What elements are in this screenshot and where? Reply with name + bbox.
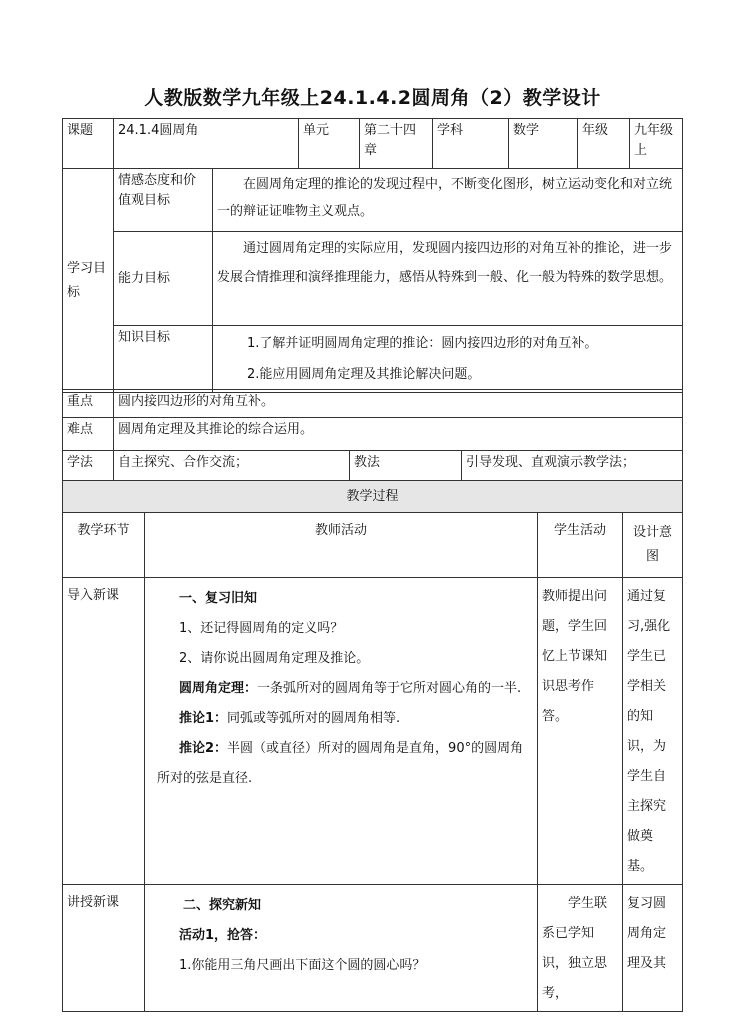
- corollary-2-label: 推论2：: [179, 741, 228, 756]
- review-q2: 2、请你说出圆周角定理及推论。: [179, 651, 370, 666]
- key-point-label: 重点: [63, 390, 114, 418]
- header-stage: 教学环节: [63, 513, 145, 578]
- theorem-text: 一条弧所对的圆周角等于它所对圆心角的一半.: [257, 681, 522, 696]
- goal-text-emotion: 在圆周角定理的推论的发现过程中，不断变化图形，树立运动变化和对立统一的辩证证唯物主义观点。: [213, 169, 683, 232]
- goal-text-ability: 通过圆周角定理的实际应用，发现圆内接四边形的对角互补的推论，进一步发展合情推理和演绎推理能力，感悟从特殊到一般、化一般为特殊的数学思想。: [213, 232, 683, 326]
- goal-label-emotion: 情感态度和价值观目标: [114, 169, 213, 232]
- header-teacher: 教师活动: [145, 513, 538, 578]
- teacher-intro: [145, 578, 538, 885]
- theorem-label: 圆周角定理：: [179, 681, 258, 696]
- page-title: 人教版数学九年级上24.1.4.2圆周角（2）教学设计: [144, 87, 601, 109]
- teach-method-label: 教法: [350, 451, 462, 481]
- header-intent: 设计意图: [623, 513, 683, 578]
- corollary-1-line: [157, 704, 525, 734]
- activity-q1: 1.你能用三角尺画出下面这个圆的圆心吗？: [179, 958, 426, 973]
- goal-text-knowledge: [213, 326, 683, 393]
- intent-intro: 通过复习,强化学生已学相关的知识，为学生自主探究做奠基。: [623, 578, 683, 885]
- lesson-value: 24.1.4圆周角: [114, 119, 299, 169]
- corollary-2-line: [157, 734, 525, 794]
- stage-new: 讲授新课: [63, 885, 145, 1012]
- review-q1: 1、还记得圆周角的定义吗？: [179, 621, 344, 636]
- goal-label-ability: 能力目标: [114, 232, 213, 326]
- review-heading: 一、复习旧知: [179, 591, 258, 606]
- unit-label: 单元: [299, 119, 360, 169]
- teacher-new: [145, 885, 538, 1012]
- difficulty-value: 圆周角定理及其推论的综合运用。: [114, 418, 683, 451]
- study-method-label: 学法: [63, 451, 114, 481]
- grade-label: 年级: [578, 119, 630, 169]
- explore-heading: 二、探究新知: [183, 898, 262, 913]
- subject-value: 数学: [509, 119, 578, 169]
- unit-value: 第二十四章: [360, 119, 433, 169]
- stage-intro: 导入新课: [63, 578, 145, 885]
- info-table: [62, 118, 683, 169]
- focus-table: [62, 389, 683, 481]
- process-table: [62, 480, 683, 1012]
- knowledge-line-2: 2.能应用圆周角定理及其推论解决问题。: [247, 367, 481, 382]
- student-new: 学生联系已学知识，独立思考，: [538, 885, 623, 1012]
- theorem-line: [157, 674, 525, 704]
- knowledge-line-1: 1.了解并证明圆周角定理的推论：圆内接四边形的对角互补。: [247, 336, 598, 351]
- corollary-1-text: 同弧或等弧所对的圆周角相等.: [227, 711, 401, 726]
- lesson-label: 课题: [63, 119, 114, 169]
- process-title: 教学过程: [63, 481, 683, 513]
- goals-label: 学习目标: [63, 169, 114, 393]
- activity-1: 活动1，抢答：: [179, 928, 267, 943]
- header-student: 学生活动: [538, 513, 623, 578]
- corollary-2-text: 半圆（或直径）所对的圆周角是直角，90°的圆周角所对的弦是直径.: [157, 741, 524, 786]
- goals-table: [62, 168, 683, 393]
- intent-new: 复习圆周角定理及其: [623, 885, 683, 1012]
- goal-label-knowledge: 知识目标: [114, 326, 213, 393]
- teach-method-value: 引导发现、直观演示教学法；: [462, 451, 683, 481]
- subject-label: 学科: [433, 119, 509, 169]
- difficulty-label: 难点: [63, 418, 114, 451]
- study-method-value: 自主探究、合作交流；: [114, 451, 350, 481]
- corollary-1-label: 推论1：: [179, 711, 228, 726]
- key-point-value: 圆内接四边形的对角互补。: [114, 390, 683, 418]
- student-intro: 教师提出问题，学生回忆上节课知识思考作答。: [538, 578, 623, 885]
- grade-value: 九年级上: [630, 119, 683, 169]
